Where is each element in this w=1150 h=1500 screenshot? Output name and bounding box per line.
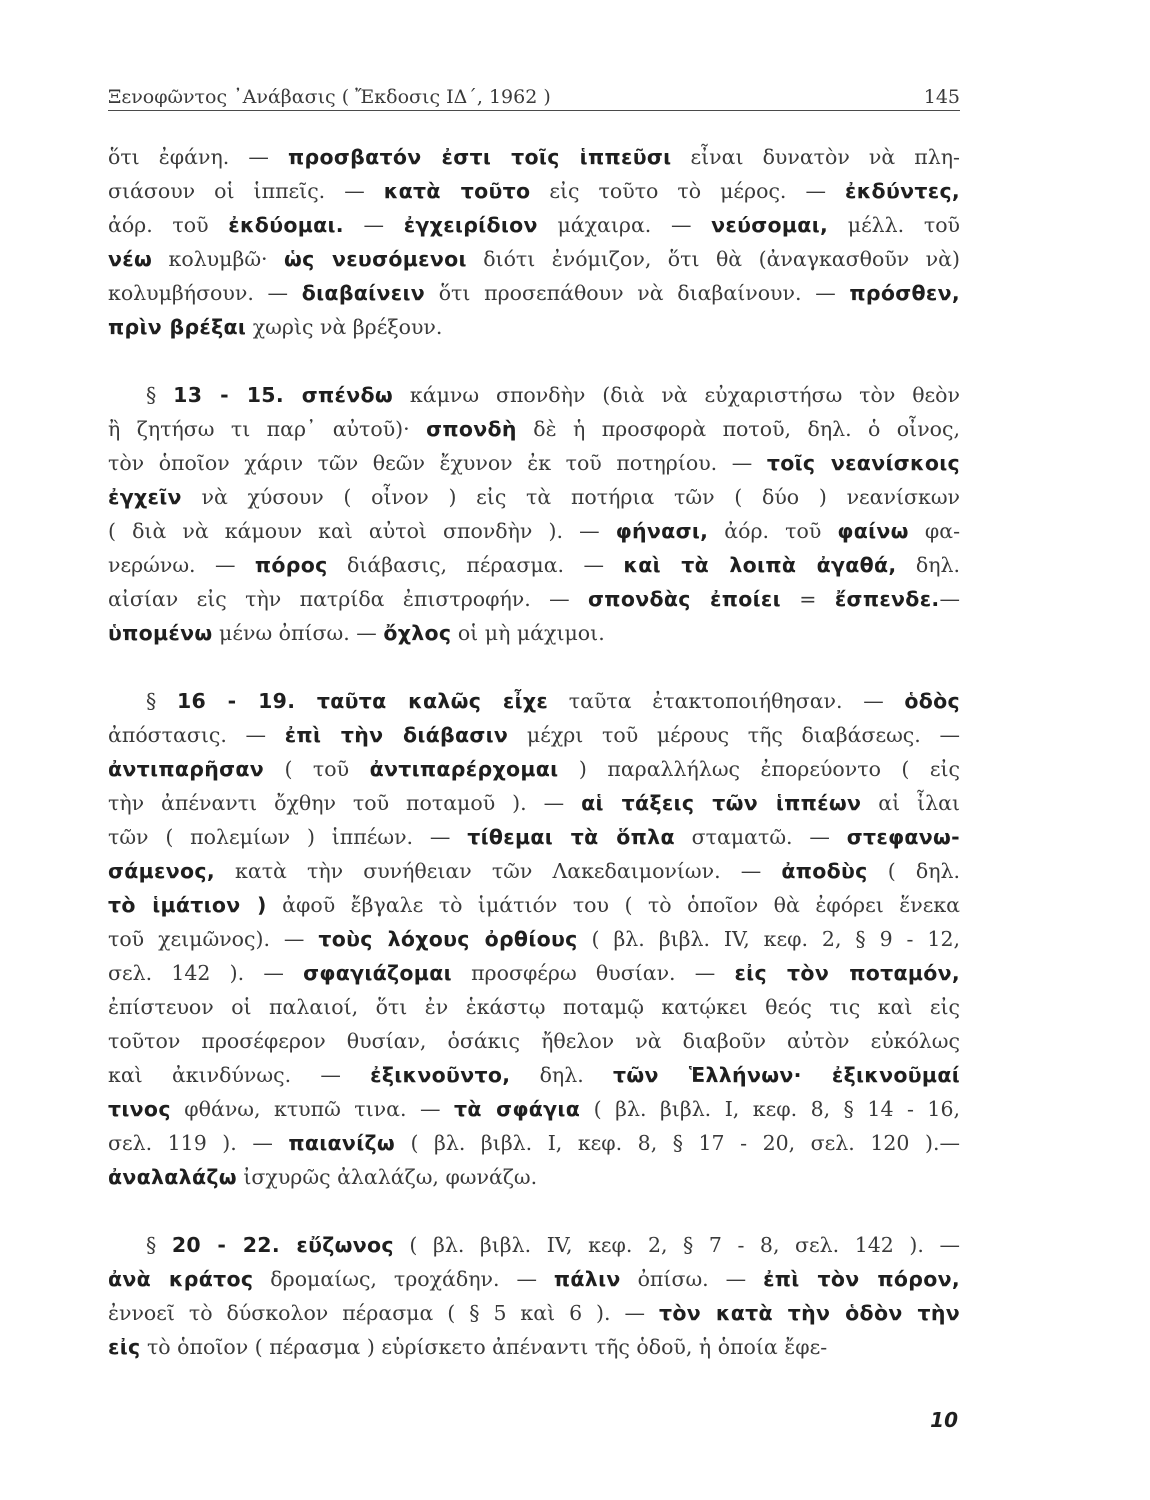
text-line (108, 616, 960, 650)
text-line (108, 208, 960, 242)
lemma-term: ἐκδύομαι. (228, 213, 344, 237)
lemma-term: νέω (108, 247, 153, 271)
header-title: Ξενοφῶντος ᾿Ανάβασις ( Ἔκδοσις ΙΔ΄, 1962 ) (108, 86, 551, 108)
text-line (108, 786, 960, 820)
lemma-term: ἔσπενδε. (834, 587, 940, 611)
lemma-term: ὑπομένω (108, 621, 213, 645)
gloss-text: § (146, 1233, 172, 1257)
lemma-term: εἰς (108, 1335, 141, 1359)
lemma-term: στεφανω- (846, 825, 960, 849)
gloss-text: ἰσχυρῶς ἀλαλάζω, φωνάζω. (236, 1165, 538, 1189)
lemma-term: ὄχλος (383, 621, 452, 645)
gloss-text: δὲ ἡ προσφορὰ ποτοῦ, δηλ. ὁ οἶνος, (516, 417, 960, 441)
lemma-term: παιανίζω (288, 1131, 396, 1155)
running-header (108, 76, 960, 108)
gloss-text: ἢ ζητήσω τι παρ᾽ αὐτοῦ)· (108, 417, 427, 441)
gloss-text: χωρὶς νὰ βρέξουν. (246, 315, 443, 339)
lemma-term: ἐγχεῖν (108, 485, 182, 509)
gloss-text: ( τοῦ (264, 757, 370, 781)
gloss-text: εἶναι δυνατὸν νὰ πλη- (671, 145, 960, 169)
lemma-term: σπονδὴ (426, 417, 517, 441)
paragraph (108, 140, 960, 344)
gloss-text: ἀόρ. τοῦ (708, 519, 838, 543)
text-line (108, 1296, 960, 1330)
gloss-text: τὸν ὁποῖον χάριν τῶν θεῶν ἔχυνον ἐκ τοῦ ποτηρίου. — (108, 451, 767, 475)
text-line (108, 1126, 960, 1160)
text-line (108, 820, 960, 854)
gloss-text: δηλ. (896, 553, 960, 577)
text-line (108, 1330, 960, 1364)
text-line (108, 1024, 960, 1058)
text-line (108, 1228, 960, 1262)
text-line (108, 378, 960, 412)
gloss-text: μέχρι τοῦ μέρους τῆς διαβάσεως. — (508, 723, 960, 747)
lemma-term: αἱ τάξεις τῶν ἱππέων (581, 791, 862, 815)
text-line (108, 174, 960, 208)
lemma-term: σφαγιάζομαι (303, 961, 452, 985)
gloss-text: ὅτι ἐφάνη. — (108, 145, 288, 169)
gloss-text: δρομαίως, τροχάδην. — (253, 1267, 554, 1291)
lemma-term: τοὺς λόχους ὀρθίους (318, 927, 578, 951)
lemma-term: ὡς νευσόμενοι (284, 247, 467, 271)
gloss-text: κατὰ τὴν συνήθειαν τῶν Λακεδαιμονίων. — (214, 859, 782, 883)
lemma-term: ὁδὸς (904, 689, 960, 713)
lemma-term: φήνασι, (615, 519, 709, 543)
lemma-term: ἐπὶ τὸν πόρον, (763, 1267, 960, 1291)
text-line (108, 922, 960, 956)
lemma-term: πόρος (254, 553, 328, 577)
lemma-term: τὸ ἱμάτιον ) (108, 893, 267, 917)
gloss-text: σιάσουν οἱ ἱππεῖς. — (108, 179, 384, 203)
gloss-text: φα- (908, 519, 960, 543)
text-line (108, 140, 960, 174)
gloss-text: τοῦτον προσέφερον θυσίαν, ὁσάκις ἤθελον νὰ διαβοῦν αὐτὸν εὐκόλως (108, 1029, 960, 1053)
paragraph (108, 684, 960, 1194)
header-rule (108, 110, 960, 111)
gloss-text: αἱ ἶλαι (861, 791, 960, 815)
lemma-term: ἀντιπαρῆσαν (108, 757, 264, 781)
gloss-text: σελ. 142 ). — (108, 961, 304, 985)
page-number: 145 (923, 86, 960, 108)
gloss-text: ἀπόστασις. — (108, 723, 285, 747)
lemma-term: τὸν κατὰ τὴν ὁδὸν τὴν (658, 1301, 960, 1325)
gloss-text: αἰσίαν εἰς τὴν πατρίδα ἐπιστροφήν. — (108, 587, 589, 611)
lemma-term: ἀντιπαρέρχομαι (369, 757, 559, 781)
gloss-text: κάμνω σπονδὴν (διὰ νὰ εὐχαριστήσω τὸν θεὸν (393, 383, 960, 407)
text-line (108, 1092, 960, 1126)
gloss-text: ( βλ. βιβλ. IV, κεφ. 2, § 7 - 8, σελ. 142 ). — (393, 1233, 960, 1257)
text-line (108, 1262, 960, 1296)
lemma-term: εἰς τὸν ποταμόν, (734, 961, 960, 985)
gloss-text: προσφέρω θυσίαν. — (451, 961, 735, 985)
lemma-term: πρόσθεν, (849, 281, 960, 305)
paragraph (108, 1228, 960, 1364)
text-line (108, 956, 960, 990)
lemma-term: ἀναλαλάζω (108, 1165, 237, 1189)
gloss-text: μάχαιρα. — (537, 213, 712, 237)
gloss-text: τὴν ἀπέναντι ὄχθην τοῦ ποταμοῦ ). — (108, 791, 582, 815)
gloss-text: ( δηλ. (867, 859, 960, 883)
gloss-text: ( διὰ νὰ κάμουν καὶ αὐτοὶ σπονδὴν ). — (108, 519, 616, 543)
lemma-term: ἐγχειρίδιον (403, 213, 538, 237)
lemma-term: καὶ τὰ λοιπὰ ἀγαθά, (623, 553, 897, 577)
gloss-text: ( βλ. βιβλ. I, κεφ. 8, § 17 - 20, σελ. 120 ).— (395, 1131, 960, 1155)
gloss-text: τὸ ὁποῖον ( πέρασμα ) εὑρίσκετο ἀπέναντι τῆς ὁδοῦ, ἡ ὁποία ἔφε- (140, 1335, 828, 1359)
gloss-text: — (343, 213, 404, 237)
gloss-text: — (939, 587, 960, 611)
lemma-term: τοῖς νεανίσκοις (766, 451, 960, 475)
lemma-term: διαβαίνειν (301, 281, 425, 305)
text-line (108, 310, 960, 344)
text-line (108, 854, 960, 888)
gloss-text: ἀόρ. τοῦ (108, 213, 229, 237)
lemma-term: 20 - 22. εὔζωνος (171, 1233, 394, 1257)
text-line (108, 752, 960, 786)
gloss-text: ( βλ. βιβλ. IV, κεφ. 2, § 9 - 12, (577, 927, 960, 951)
text-line (108, 412, 960, 446)
text-line (108, 1058, 960, 1092)
lemma-term: πρὶν βρέξαι (108, 315, 247, 339)
lemma-term: φαίνω (837, 519, 909, 543)
text-line (108, 242, 960, 276)
gloss-text: § (146, 689, 177, 713)
gloss-text: ὀπίσω. — (620, 1267, 764, 1291)
gloss-text: ) παραλλήλως ἐπορεύοντο ( εἰς (558, 757, 960, 781)
lemma-term: προσβατόν ἐστι τοῖς ἱππεῦσι (287, 145, 672, 169)
gloss-text: οἱ μὴ μάχιμοι. (451, 621, 605, 645)
lemma-term: τίθεμαι τὰ ὅπλα (467, 825, 675, 849)
lemma-term: τὰ σφάγια (454, 1097, 581, 1121)
lemma-term: νεύσομαι, (711, 213, 829, 237)
gloss-text: τοῦ χειμῶνος). — (108, 927, 319, 951)
gloss-text: νὰ χύσουν ( οἶνον ) εἰς τὰ ποτήρια τῶν ( δύο ) νεανίσκων (181, 485, 960, 509)
gloss-text: εἰς τοῦτο τὸ μέρος. — (530, 179, 845, 203)
lemma-term: 16 - 19. ταῦτα καλῶς εἶχε (176, 689, 549, 713)
text-line (108, 684, 960, 718)
gloss-text: ταῦτα ἐτακτοποιήθησαν. — (548, 689, 905, 713)
lemma-term: σάμενος, (108, 859, 215, 883)
text-line (108, 1160, 960, 1194)
lemma-term: ἀποδὺς (781, 859, 868, 883)
text-line (108, 276, 960, 310)
lemma-term: τινος (108, 1097, 171, 1121)
text-line (108, 718, 960, 752)
lemma-term: ἀνὰ κράτος (108, 1267, 254, 1291)
text-line (108, 480, 960, 514)
gloss-text: μέλλ. τοῦ (828, 213, 960, 237)
gloss-text: § (146, 383, 174, 407)
lemma-term: ἐκδύντες, (844, 179, 960, 203)
lemma-term: σπονδὰς ἐποίει (588, 587, 781, 611)
lemma-term: πάλιν (553, 1267, 621, 1291)
gloss-text: κολυμβῶ· (152, 247, 285, 271)
text-line (108, 446, 960, 480)
text-line (108, 548, 960, 582)
text-line (108, 888, 960, 922)
gloss-text: ( βλ. βιβλ. I, κεφ. 8, § 14 - 16, (580, 1097, 960, 1121)
lemma-term: 13 - 15. σπένδω (173, 383, 394, 407)
gloss-text: ἀφοῦ ἔβγαλε τὸ ἱμάτιόν του ( τὸ ὁποῖον θὰ ἐφόρει ἕνεκα (266, 893, 960, 917)
lemma-term: κατὰ τοῦτο (383, 179, 531, 203)
gloss-text: = (780, 587, 835, 611)
lemma-term: τῶν Ἑλλήνων· ἐξικνοῦμαί (612, 1063, 960, 1087)
gloss-text: ἐννοεῖ τὸ δύσκολον πέρασμα ( § 5 καὶ 6 ). — (108, 1301, 659, 1325)
text-line (108, 582, 960, 616)
gloss-text: τῶν ( πολεμίων ) ἱππέων. — (108, 825, 468, 849)
paragraph (108, 378, 960, 650)
gloss-text: διάβασις, πέρασμα. — (327, 553, 624, 577)
gloss-text: διότι ἐνόμιζον, ὅτι θὰ (ἀναγκασθοῦν νὰ) (466, 247, 960, 271)
gloss-text: κολυμβήσουν. — (108, 281, 302, 305)
gloss-text: καὶ ἀκινδύνως. — (108, 1063, 371, 1087)
gloss-text: ἐπίστευον οἱ παλαιοί, ὅτι ἐν ἑκάστῳ ποταμῷ κατῴκει θεός τις καὶ εἰς (108, 995, 960, 1019)
gloss-text: νερώνω. — (108, 553, 255, 577)
lemma-term: ἐξικνοῦντο, (370, 1063, 511, 1087)
signature-mark: 10 (930, 1408, 958, 1432)
gloss-text: σελ. 119 ). — (108, 1131, 289, 1155)
gloss-text: δηλ. (510, 1063, 613, 1087)
gloss-text: ὅτι προσεπάθουν νὰ διαβαίνουν. — (425, 281, 850, 305)
text-line (108, 990, 960, 1024)
gloss-text: μένω ὀπίσω. — (212, 621, 384, 645)
commentary-body (108, 140, 960, 1364)
gloss-text: φθάνω, κτυπῶ τινα. — (170, 1097, 454, 1121)
gloss-text: σταματῶ. — (674, 825, 847, 849)
lemma-term: ἐπὶ τὴν διάβασιν (284, 723, 509, 747)
text-line (108, 514, 960, 548)
